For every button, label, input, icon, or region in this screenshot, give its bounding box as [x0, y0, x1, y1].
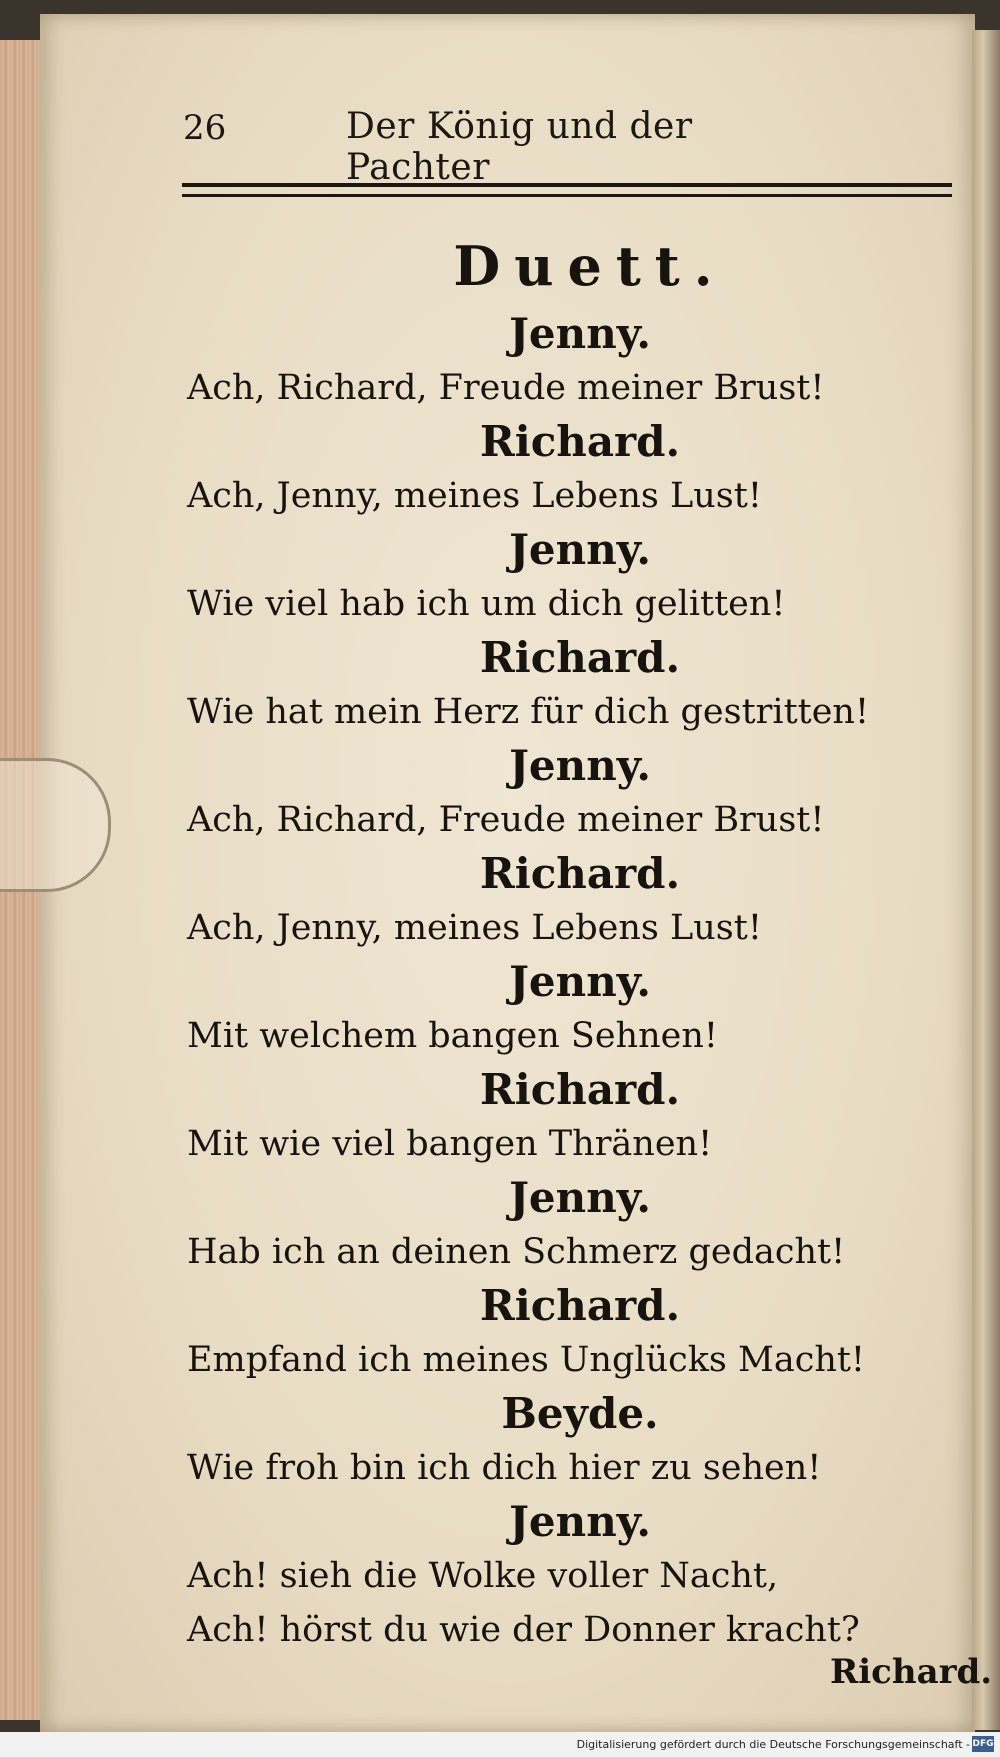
- verse-line: Ach, Richard, Freude meiner Brust!: [187, 800, 825, 840]
- next-page-edge: [972, 30, 1000, 1730]
- verse-lines: [185, 307, 945, 1657]
- dfg-logo: DFG: [972, 1736, 994, 1752]
- verse-line: Hab ich an deinen Schmerz gedacht!: [187, 1232, 846, 1272]
- speaker-name: Jenny.: [509, 957, 651, 1006]
- speaker-name: Jenny.: [509, 1497, 651, 1546]
- verse-line: Ach, Richard, Freude meiner Brust!: [187, 368, 825, 408]
- running-title: Der König und der Pachter: [346, 106, 693, 188]
- speaker-name: Jenny.: [509, 741, 651, 790]
- verse-line: Mit welchem bangen Sehnen!: [187, 1016, 718, 1056]
- verse-line: Wie viel hab ich um dich gelitten!: [187, 584, 786, 624]
- speaker-name: Richard.: [479, 633, 681, 682]
- verse-line: Wie froh bin ich dich hier zu sehen!: [187, 1448, 822, 1488]
- speaker-name: Richard.: [479, 417, 681, 466]
- page-number: 26: [183, 108, 227, 148]
- verse-line: Mit wie viel bangen Thränen!: [187, 1124, 713, 1164]
- section-title: Duett.: [453, 234, 727, 298]
- verse-line: Empfand ich meines Unglücks Macht!: [187, 1340, 865, 1380]
- duet-text: [185, 235, 945, 1657]
- speaker-name: Jenny.: [509, 309, 651, 358]
- verse-line: Ach! hörst du wie der Donner kracht?: [187, 1610, 860, 1650]
- catchword: Richard.: [830, 1652, 993, 1692]
- header-rule: [182, 183, 952, 197]
- verse-line: Ach, Jenny, meines Lebens Lust!: [187, 908, 762, 948]
- verse-line: Wie hat mein Herz für dich gestritten!: [187, 692, 870, 732]
- speaker-name: Richard.: [479, 1065, 681, 1114]
- footer-credit: Digitalisierung gefördert durch die Deutsche Forschungsgemeinschaft -: [576, 1738, 970, 1751]
- digitization-footer: [0, 1732, 1000, 1757]
- verse-line: Ach, Jenny, meines Lebens Lust!: [187, 476, 762, 516]
- speaker-name: Richard.: [479, 849, 681, 898]
- page-header: [183, 100, 823, 188]
- speaker-name: Beyde.: [501, 1389, 659, 1438]
- speaker-name: Richard.: [479, 1281, 681, 1330]
- verse-line: Ach! sieh die Wolke voller Nacht,: [187, 1556, 779, 1596]
- speaker-name: Jenny.: [509, 525, 651, 574]
- speaker-name: Jenny.: [509, 1173, 651, 1222]
